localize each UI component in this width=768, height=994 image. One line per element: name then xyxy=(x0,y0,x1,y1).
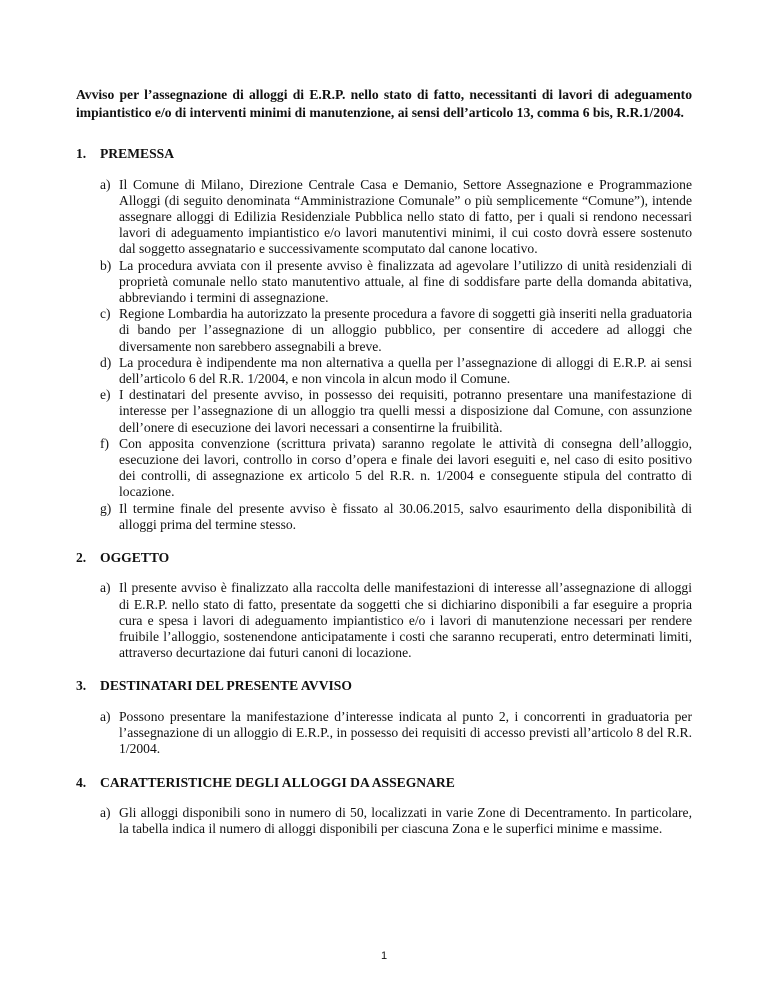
item-text: Il termine finale del presente avviso è fissato al 30.06.2015, salvo esaurimento della disponibilità di alloggi prima del termine stesso. xyxy=(119,500,692,532)
section-title: DESTINATARI DEL PRESENTE AVVISO xyxy=(100,678,352,694)
item-letter: a) xyxy=(100,805,111,821)
list-item xyxy=(100,580,692,661)
item-letter: e) xyxy=(100,387,111,403)
item-letter: c) xyxy=(100,306,111,322)
list-item xyxy=(100,258,692,307)
item-text: Gli alloggi disponibili sono in numero di 50, localizzati in varie Zone di Decentramento. In particolare, la tabella indica il numero di alloggi disponibili per ciascuna Zona e le superfici minime e massime. xyxy=(119,805,692,837)
section-number: 4. xyxy=(76,774,87,790)
item-text: I destinatari del presente avviso, in possesso dei requisiti, potranno presentare una manifestazione di interesse per l’assegnazione di un alloggio tra quelli messi a disposizione dal Comune, con assunzione dell’onere di esecuzione dei lavori necessari a consentirne la fruibilità. xyxy=(119,387,692,435)
list-item xyxy=(100,501,692,533)
section-heading xyxy=(76,774,692,792)
list-item xyxy=(100,355,692,387)
section-title: PREMESSA xyxy=(100,146,175,161)
section-caratteristiche xyxy=(76,774,692,838)
item-text: Il presente avviso è finalizzato alla raccolta delle manifestazioni di interesse all’assegnazione di alloggi di E.R.P. nello stato di fatto, presentate da soggetti che si dichiarino disponibili a far eseguire a propria cura e spesa i lavori di adeguamento impiantistico e/o i lavori di manutenzione necessari per rendere fruibile l’alloggio, sostenendone anticipatamente i costi che saranno recuperati, entro determinati limiti, attraverso decurtazione dai futuri canoni di locazione. xyxy=(119,580,692,661)
list-item xyxy=(100,177,692,258)
section-premessa xyxy=(76,145,692,533)
list-item xyxy=(100,387,692,436)
item-letter: b) xyxy=(100,257,112,273)
section-title: OGGETTO xyxy=(100,549,170,565)
item-letter: f) xyxy=(100,435,110,451)
item-text: Con apposita convenzione (scrittura privata) saranno regolate le attività di consegna dell’alloggio, esecuzione dei lavori, controllo in corso d’opera e finale dei lavori eseguiti e, nel caso di esito positivo dei controlli, di assegnazione ex articolo 5 del R.R. n. 1/2004 e conseguente stipula del contratto di locazione. xyxy=(119,435,692,500)
item-text: Regione Lombardia ha autorizzato la presente procedura a favore di soggetti già inseriti nella graduatoria di bando per l’assegnazione di un alloggio pubblico, per consentire di accedere ad alloggi che diversamente non sarebbero assegnabili a breve. xyxy=(119,306,692,354)
section-destinatari xyxy=(76,677,692,757)
section-items xyxy=(100,805,692,837)
list-item xyxy=(100,805,692,837)
section-oggetto xyxy=(76,549,692,662)
item-letter: a) xyxy=(100,176,111,192)
item-letter: g) xyxy=(100,500,112,516)
item-letter: a) xyxy=(100,708,111,724)
section-number: 1. xyxy=(76,146,87,161)
section-heading xyxy=(76,549,692,567)
list-item xyxy=(100,306,692,355)
section-number: 3. xyxy=(76,678,87,694)
section-number: 2. xyxy=(76,549,87,565)
item-letter: a) xyxy=(100,580,111,596)
page-number: 1 xyxy=(380,950,388,962)
item-letter: d) xyxy=(100,354,112,370)
section-heading xyxy=(76,677,692,695)
item-text: Il Comune di Milano, Direzione Centrale Casa e Demanio, Settore Assegnazione e Programmazione Alloggi (di seguito denominata “Amministrazione Comunale” o più semplicemente “Comune”), intende assegnare alloggi di Edilizia Residenziale Pubblica nello stato di fatto, per i quali si rendono necessari lavori di adeguamento impiantistico e/o lavori manutentivi minimi, il cui costo dovrà essere sostenuto dal soggetto assegnatario e successivamente scomputato dal canone locativo. xyxy=(119,176,692,257)
document-title: Avviso per l’assegnazione di alloggi di E.R.P. nello stato di fatto, necessitanti di lavori di adeguamento impiantistico e/o di interventi minimi di manutenzione, ai sensi dell’articolo 13, comma 6 bis, R.R.1/2004. xyxy=(76,87,692,120)
section-items xyxy=(100,580,692,661)
section-heading xyxy=(76,145,692,163)
section-items xyxy=(100,709,692,758)
list-item xyxy=(100,709,692,758)
item-text: La procedura è indipendente ma non alternativa a quella per l’assegnazione di alloggi di E.R.P. ai sensi dell’articolo 6 del R.R. 1/2004, e non vincola in alcun modo il Comune. xyxy=(119,354,692,386)
item-text: La procedura avviata con il presente avviso è finalizzata ad agevolare l’utilizzo di unità residenziali di proprietà comunale nello stato manutentivo attuale, al fine di soddisfare parte della domanda abitativa, abbreviando i termini di assegnazione. xyxy=(119,257,692,305)
section-title: CARATTERISTICHE DEGLI ALLOGGI DA ASSEGNARE xyxy=(100,774,455,790)
section-items xyxy=(100,177,692,533)
item-text: Possono presentare la manifestazione d’interesse indicata al punto 2, i concorrenti in graduatoria per l’assegnazione di un alloggio di E.R.P., in possesso dei requisiti di accesso previsti all’articolo 8 del R.R. 1/2004. xyxy=(119,708,692,757)
list-item xyxy=(100,436,692,501)
